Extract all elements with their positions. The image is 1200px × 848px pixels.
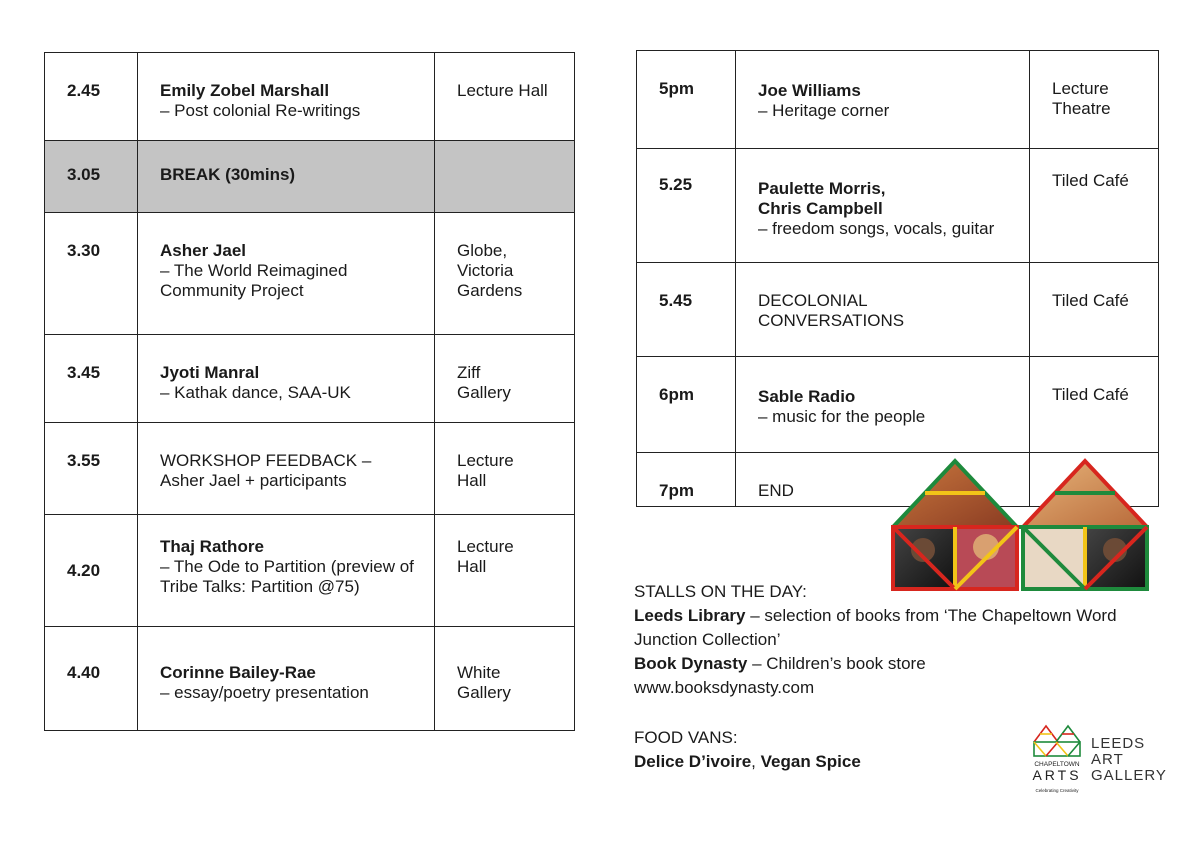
row-title: Asher Jael [160, 241, 246, 260]
book-dynasty-website: www.booksdynasty.com [634, 678, 815, 697]
food-vans-section [634, 726, 1034, 774]
row-time: 4.20 [45, 515, 138, 627]
row-time: 4.40 [45, 627, 138, 731]
row-activity [138, 335, 435, 423]
schedule-row-break [45, 141, 575, 213]
row-venue: Lecture Hall [435, 53, 575, 141]
row-title: Thaj Rathore [160, 537, 264, 556]
row-activity [138, 213, 435, 335]
row-venue: Lecture Hall [435, 515, 575, 627]
row-title: Jyoti Manral [160, 363, 260, 382]
schedule-row [637, 149, 1159, 263]
row-title: Emily Zobel Marshall [160, 81, 330, 100]
row-time: 3.55 [45, 423, 138, 515]
row-detail: – Heritage corner [758, 101, 890, 120]
svg-text:ARTS: ARTS [1032, 767, 1082, 783]
row-detail: – freedom songs, vocals, guitar [758, 219, 995, 238]
row-activity [138, 141, 435, 213]
row-detail: – The Ode to Partition (preview of Tribe Talks: Partition @75) [160, 557, 414, 596]
row-venue: Lecture Hall [435, 423, 575, 515]
row-activity [736, 357, 1030, 453]
schedule-row [637, 357, 1159, 453]
row-detail: – Kathak dance, SAA-UK [160, 383, 351, 402]
row-activity [138, 53, 435, 141]
schedule-row [45, 515, 575, 627]
schedule-row [45, 53, 575, 141]
food-vans-heading: FOOD VANS: [634, 728, 738, 747]
row-time: 7pm [637, 453, 736, 507]
house-artwork-image [885, 455, 1153, 593]
row-title: BREAK (30mins) [160, 165, 296, 184]
svg-text:Celebrating Creativity: Celebrating Creativity [1035, 788, 1079, 793]
row-activity [138, 423, 435, 515]
schedule-row [637, 51, 1159, 149]
right-schedule-table [636, 50, 1159, 507]
row-activity [736, 149, 1030, 263]
food-separator: , [751, 752, 761, 771]
chapeltown-arts-logo [1030, 720, 1084, 812]
row-detail: – music for the people [758, 407, 926, 426]
row-time: 6pm [637, 357, 736, 453]
row-time: 3.30 [45, 213, 138, 335]
stall-leeds-library [634, 604, 1174, 652]
stall-description: – selection of books from ‘The Chapeltown Word Junction Collection’ [634, 606, 1117, 649]
stall-book-dynasty [634, 652, 1174, 676]
logo-line: ART [1091, 751, 1124, 768]
row-title: Corinne Bailey-Rae [160, 663, 316, 682]
schedule-row [45, 335, 575, 423]
row-detail: END [758, 481, 794, 500]
stalls-section [634, 580, 1174, 700]
stall-name: Book Dynasty [634, 654, 748, 673]
svg-text:CHAPELTOWN: CHAPELTOWN [1034, 761, 1080, 768]
schedule-row [45, 213, 575, 335]
row-title: Sable Radio [758, 387, 856, 406]
row-activity [736, 263, 1030, 357]
row-venue: Tiled Café [1030, 149, 1159, 263]
food-vendor: Vegan Spice [760, 752, 861, 771]
row-activity [138, 515, 435, 627]
row-time: 5.25 [637, 149, 736, 263]
row-venue: Ziff Gallery [435, 335, 575, 423]
logo-line: GALLERY [1091, 767, 1167, 784]
row-venue: Tiled Café [1030, 357, 1159, 453]
row-detail: – Post colonial Re-writings [160, 101, 361, 120]
row-activity [736, 51, 1030, 149]
row-venue: Tiled Café [1030, 263, 1159, 357]
schedule-row [45, 627, 575, 731]
row-detail: – The World Reimagined Community Project [160, 261, 348, 300]
row-venue [435, 141, 575, 213]
row-time: 5pm [637, 51, 736, 149]
row-time: 2.45 [45, 53, 138, 141]
row-detail: – essay/poetry presentation [160, 683, 369, 702]
leeds-art-gallery-logo [1091, 736, 1167, 784]
row-detail: DECOLONIAL CONVERSATIONS [758, 291, 905, 330]
left-schedule-table [44, 52, 575, 731]
schedule-row [45, 423, 575, 515]
logo-line: LEEDS [1091, 735, 1146, 752]
schedule-row [637, 263, 1159, 357]
row-title: Joe Williams [758, 81, 861, 100]
row-time: 3.05 [45, 141, 138, 213]
stall-description: – Children’s book store [747, 654, 926, 673]
row-venue: White Gallery [435, 627, 575, 731]
stall-name: Leeds Library [634, 606, 746, 625]
stalls-heading: STALLS ON THE DAY: [634, 582, 807, 601]
row-activity [138, 627, 435, 731]
row-title: Paulette Morris, Chris Campbell [758, 179, 886, 218]
row-time: 5.45 [637, 263, 736, 357]
food-vendor: Delice D’ivoire [634, 752, 752, 771]
row-venue: Lecture Theatre [1030, 51, 1159, 149]
row-time: 3.45 [45, 335, 138, 423]
row-venue: Globe, Victoria Gardens [435, 213, 575, 335]
row-detail: WORKSHOP FEEDBACK – Asher Jael + participants [160, 451, 372, 490]
food-vans-list [634, 750, 1034, 774]
